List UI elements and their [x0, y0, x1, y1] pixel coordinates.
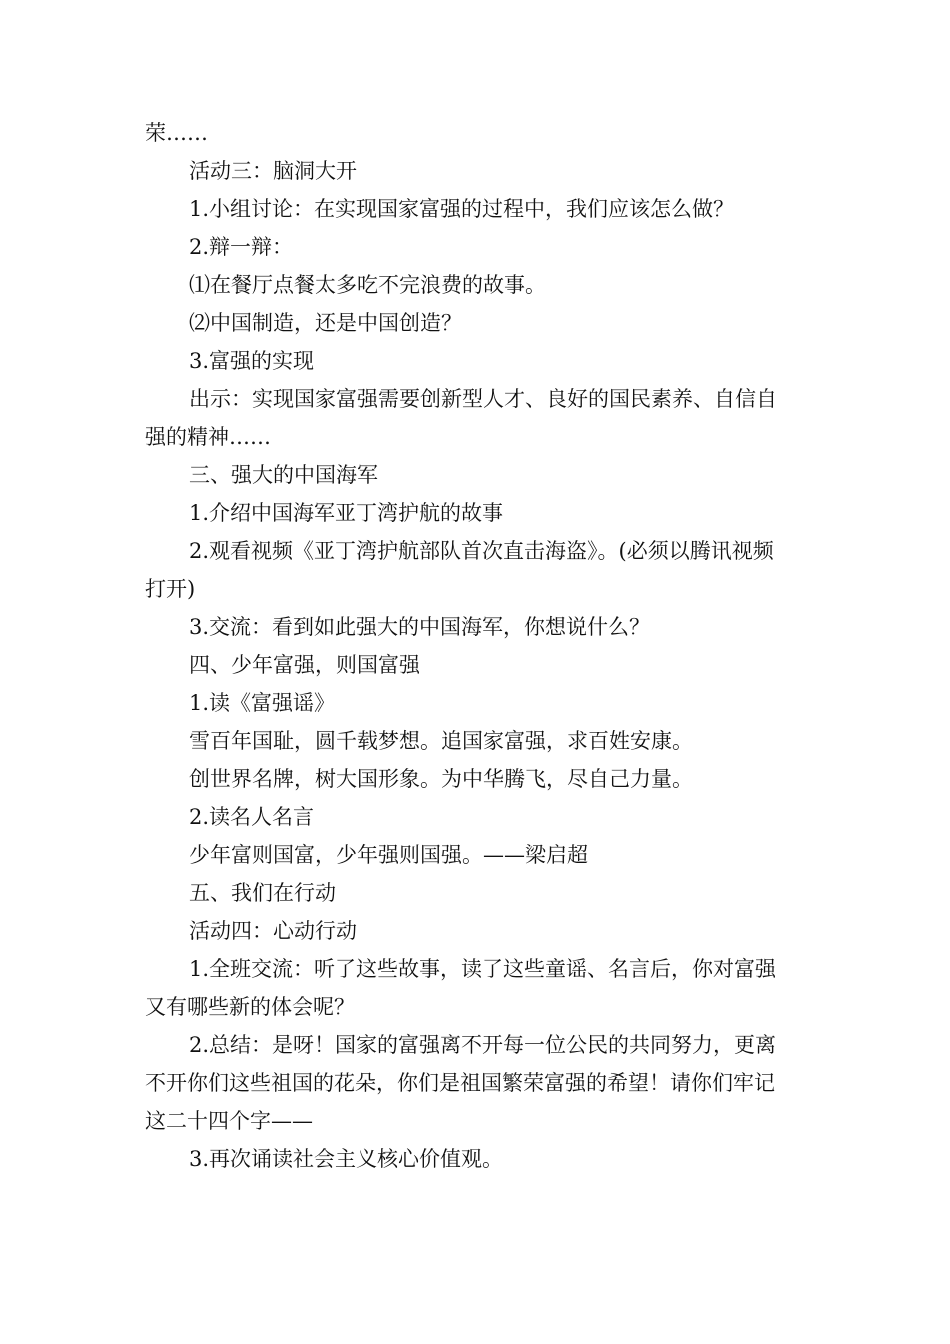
section-heading: 五、我们在行动	[189, 881, 336, 905]
text-line: 不开你们这些祖国的花朵，你们是祖国繁荣富强的希望！请你们牢记	[145, 1071, 775, 1095]
text-line: 1.小组讨论：在实现国家富强的过程中，我们应该怎么做？	[189, 197, 735, 221]
text-line: 出示：实现国家富强需要创新型人才、良好的国民素养、自信自	[189, 387, 777, 411]
section-heading: 三、强大的中国海军	[189, 463, 378, 487]
text-line: 3.交流：看到如此强大的中国海军，你想说什么？	[189, 615, 651, 639]
text-line: 3.富强的实现	[189, 349, 315, 373]
text-line: 1.全班交流：听了这些故事，读了这些童谣、名言后，你对富强	[189, 957, 777, 981]
text-line: ⑵中国制造，还是中国创造？	[189, 311, 462, 335]
text-line: 2.辩一辩：	[189, 235, 294, 259]
quote-line: 少年富则国富，少年强则国强。——梁启超	[189, 843, 588, 867]
text-line: 1.介绍中国海军亚丁湾护航的故事	[189, 501, 504, 525]
activity-heading: 活动三：脑洞大开	[189, 159, 357, 183]
text-line: 又有哪些新的体会呢？	[145, 995, 355, 1019]
text-line: 1.读《富强谣》	[189, 691, 336, 715]
text-line: 打开)	[145, 577, 196, 601]
activity-heading: 活动四：心动行动	[189, 919, 357, 943]
section-heading: 四、少年富强，则国富强	[189, 653, 420, 677]
text-line: 荣……	[145, 121, 208, 145]
poem-line: 雪百年国耻，圆千载梦想。追国家富强，求百姓安康。	[189, 729, 693, 753]
poem-line: 创世界名牌，树大国形象。为中华腾飞，尽自己力量。	[189, 767, 693, 791]
text-line: 这二十四个字——	[145, 1109, 313, 1133]
text-line: 2.读名人名言	[189, 805, 315, 829]
text-line: 强的精神……	[145, 425, 271, 449]
text-line: 2.总结：是呀！国家的富强离不开每一位公民的共同努力，更离	[189, 1033, 777, 1057]
document-body	[145, 114, 810, 1178]
text-line: 2.观看视频《亚丁湾护航部队首次直击海盗》。(必须以腾讯视频	[189, 539, 774, 563]
text-line: 3.再次诵读社会主义核心价值观。	[189, 1147, 504, 1171]
text-line: ⑴在餐厅点餐太多吃不完浪费的故事。	[189, 273, 546, 297]
